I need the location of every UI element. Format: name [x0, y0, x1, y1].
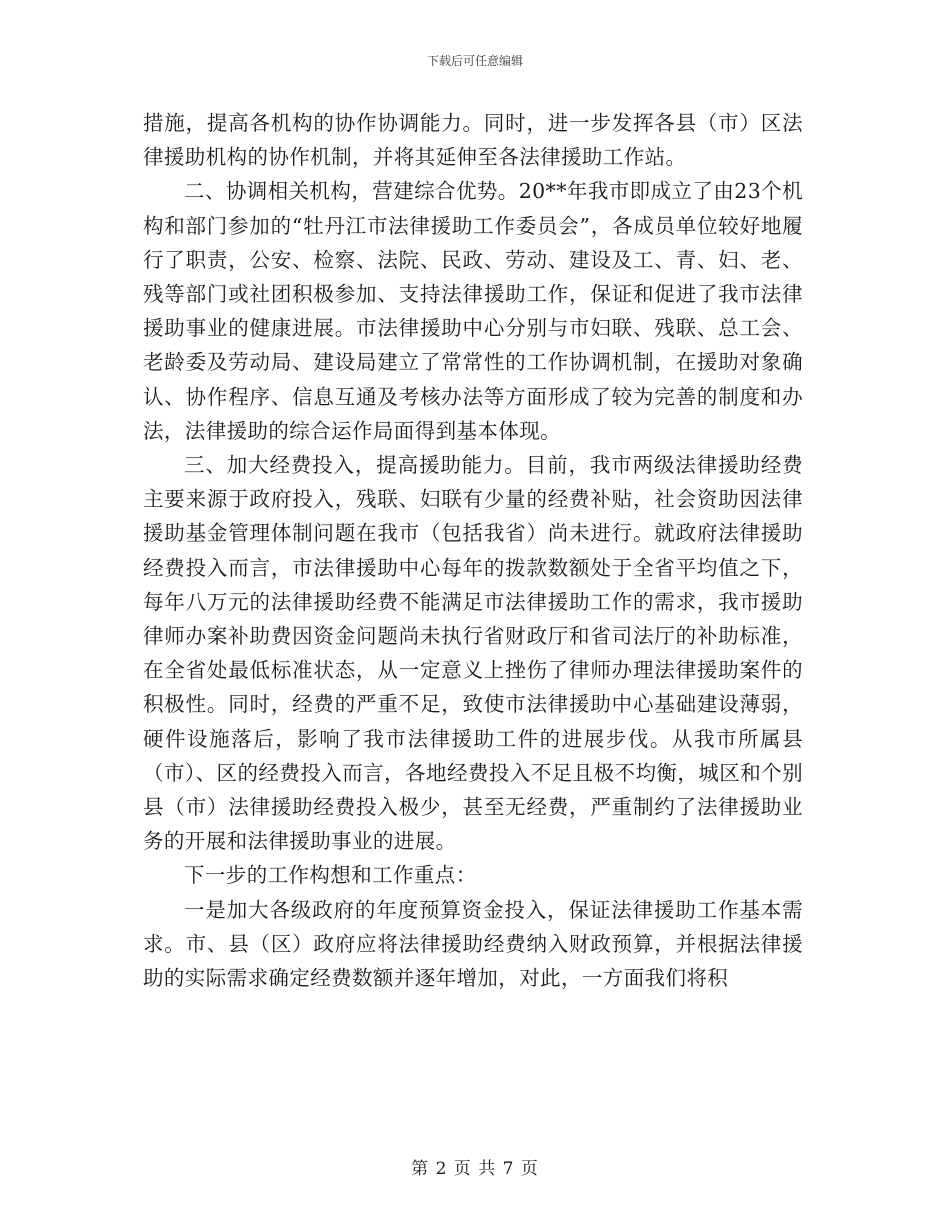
paragraph-next-steps-heading: 下一步的工作构想和工作重点：: [184, 863, 477, 888]
paragraph-section-two: 二、协调相关机构，营建综合优势。20**年我市即成立了由23个机构和部门参加的“牡丹江市法律援助工作委员会”，各成员单位较好地履行了职责，公安、检察、法院、民政、劳动、建设及工、青、妇、老、残等部门或社团积极参加、支持法律援助工作，保证和促进了我市法律援助事业的健康进展。市法律援助中心分别与市妇联、残联、总工会、老龄委及劳动局、建设局建立了常常性的工作协调机制，在援助对象确认、协作程序、信息互通及考核办法等方面形成了较为完善的制度和办法，法律援助的综合运作局面得到基本体现。: [143, 179, 803, 443]
paragraph-item-one: 一是加大各级政府的年度预算资金投入，保证法律援助工作基本需求。市、县（区）政府应将法律援助经费纳入财政预算，并根据法律援助的实际需求确定经费数额并逐年增加，对此，一方面我们将积: [143, 897, 803, 991]
paragraph-continuation: 措施，提高各机构的协作协调能力。同时，进一步发挥各县（市）区法律援助机构的协作机制，并将其延伸至各法律援助工作站。: [143, 111, 803, 170]
paragraph-section-three: 三、加大经费投入，提高援助能力。目前，我市两级法律援助经费主要来源于政府投入，残联、妇联有少量的经费补贴，社会资助因法律援助基金管理体制问题在我市（包括我省）尚未进行。就政府法律援助经费投入而言，市法律援助中心每年的拨款数额处于全省平均值之下，每年八万元的法律援助经费不能满足市法律援助工作的需求，我市援助律师办案补助费因资金问题尚未执行省财政厅和省司法厅的补助标准，在全省处最低标准状态，从一定意义上挫伤了律师办理法律援助案件的积极性。同时，经费的严重不足，致使市法律援助中心基础建设薄弱，硬件设施落后，影响了我市法律援助工件的进展步伐。从我市所属县（市）、区的经费投入而言，各地经费投入不足且极不均衡，城区和个别县（市）法律援助经费投入极少，甚至无经费，严重制约了法律援助业务的开展和法律援助事业的进展。: [143, 453, 803, 854]
page-number: 第 2 页 共 7 页: [411, 1159, 539, 1179]
document-body: [143, 106, 803, 995]
header-note: 下载后可任意编辑: [426, 54, 523, 68]
